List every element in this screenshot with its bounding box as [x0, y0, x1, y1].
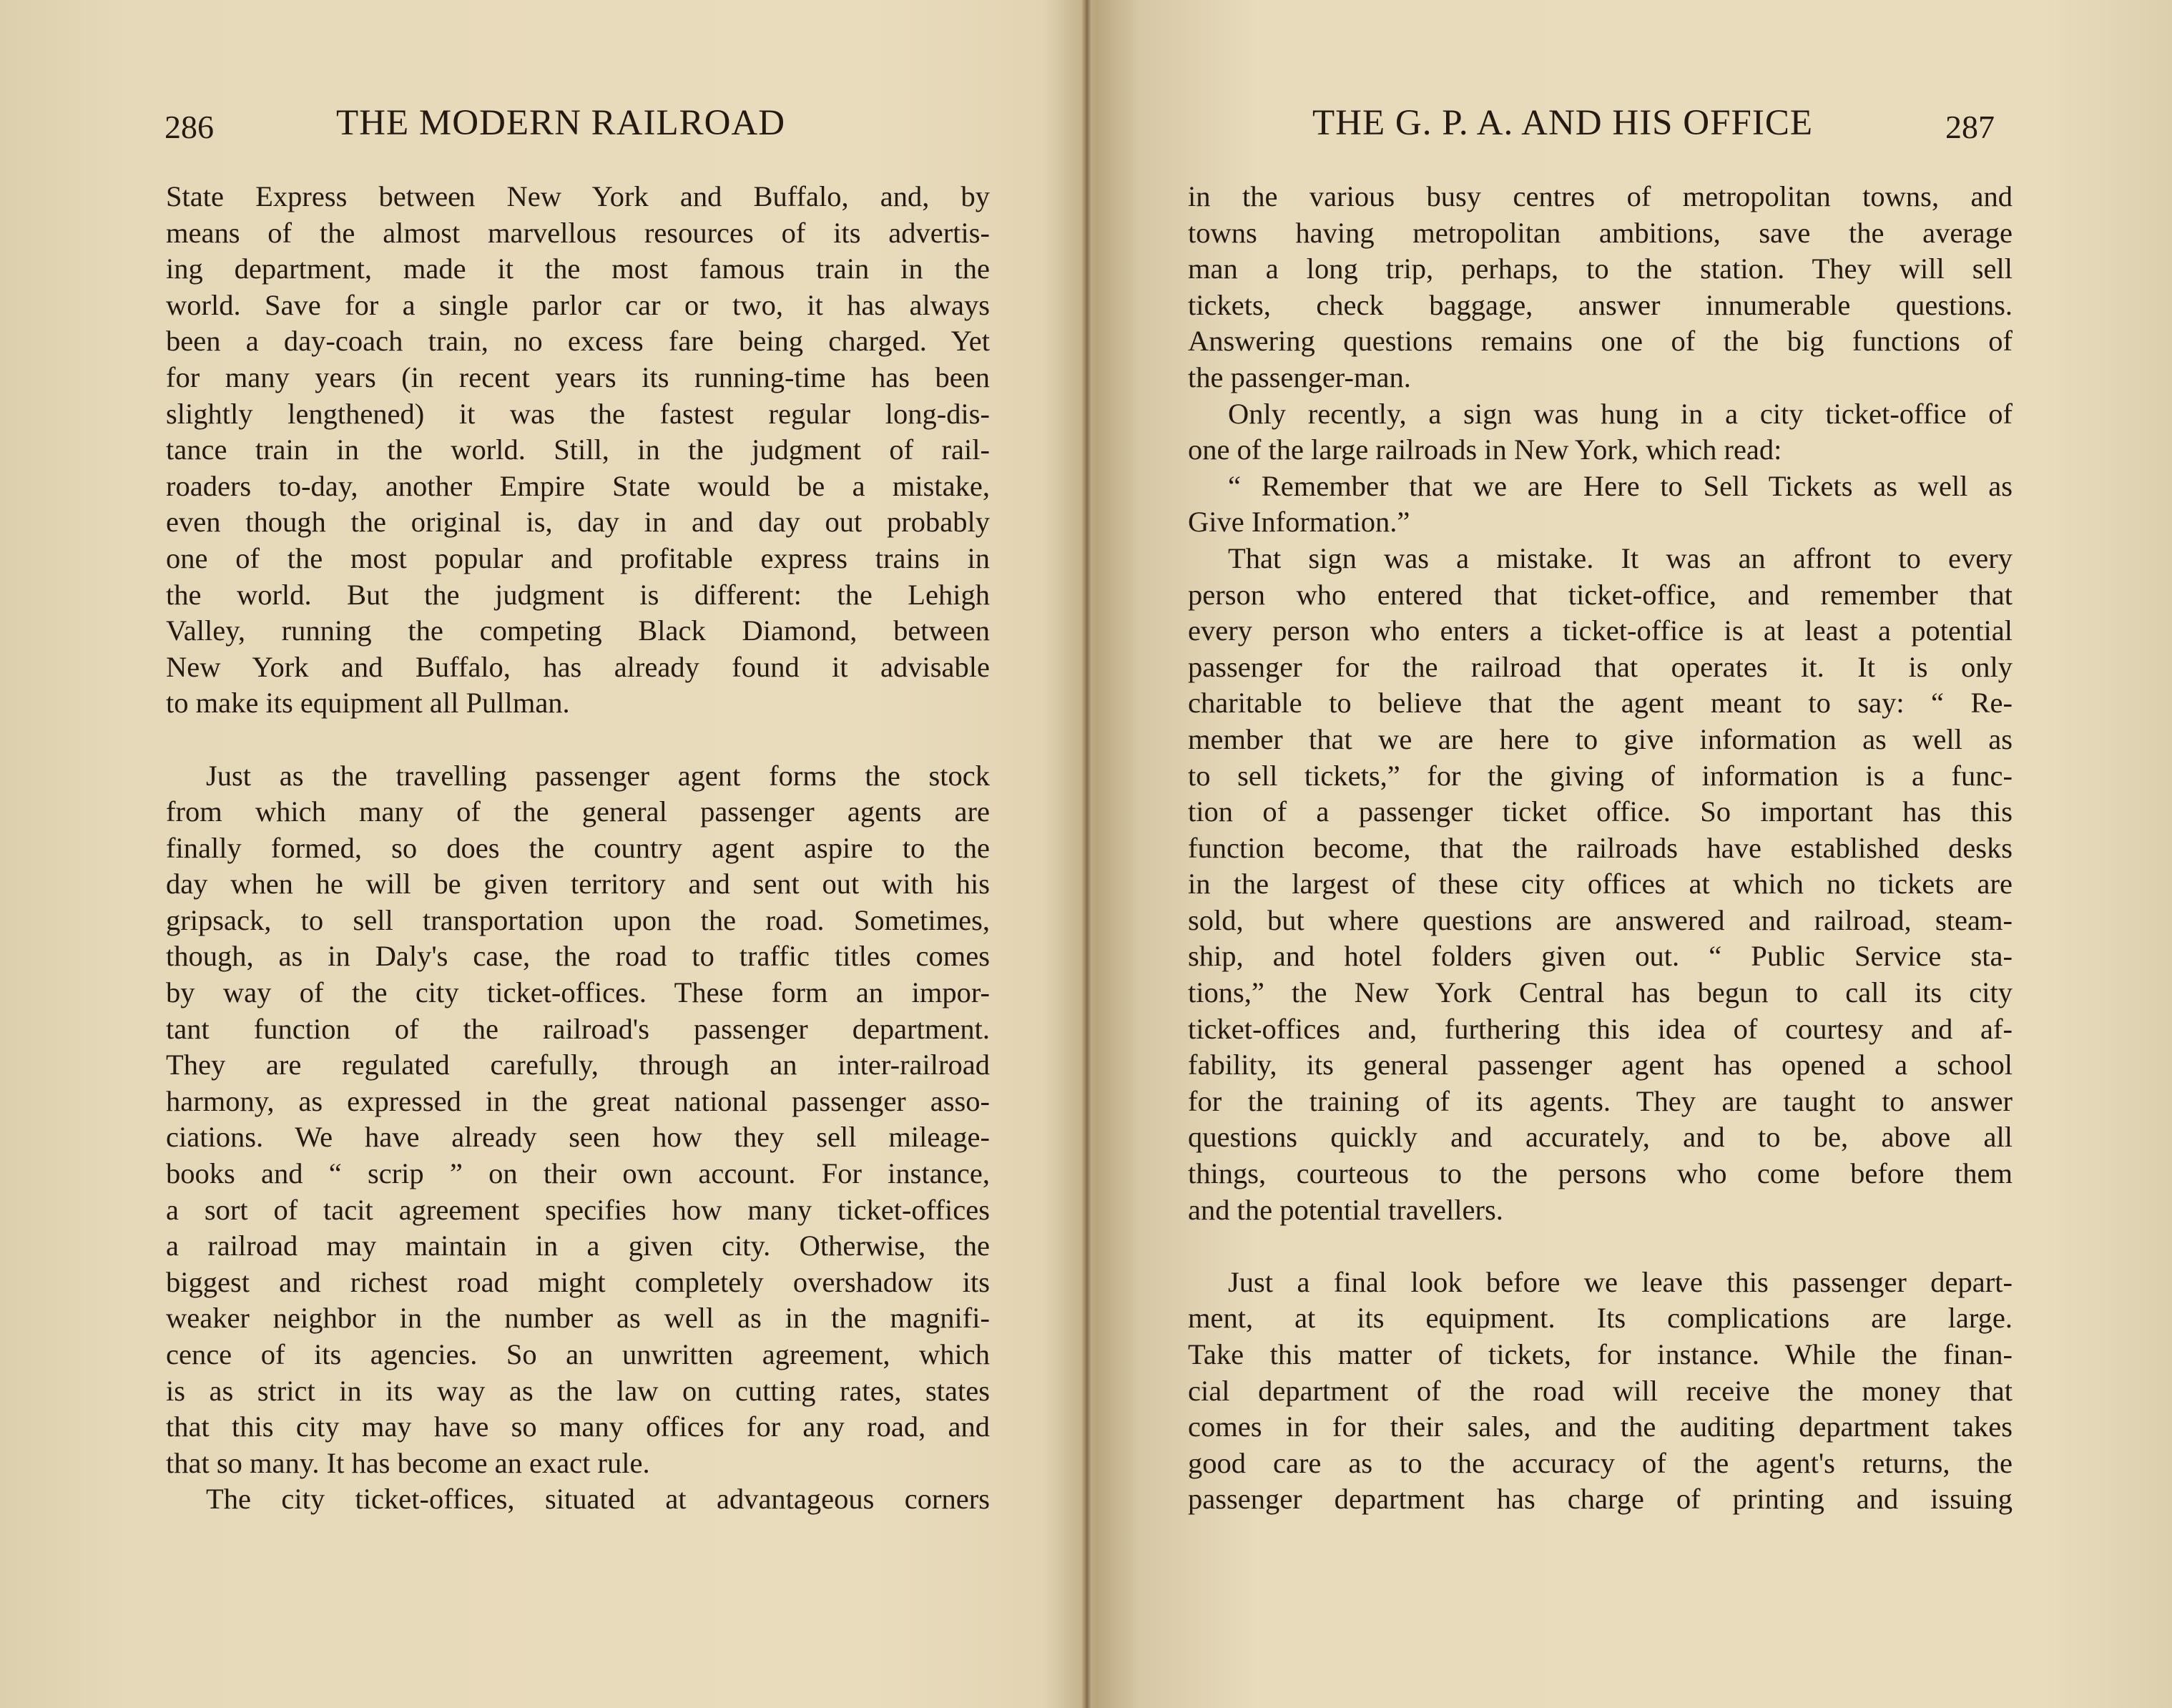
running-head: THE MODERN RAILROAD	[336, 103, 786, 143]
text-line: biggest and richest road might completely overshadow its	[166, 1265, 990, 1298]
text-line: for the training of its agents. They are taught to answer	[1188, 1084, 2013, 1117]
text-line: to make its equipment all Pullman.	[166, 687, 570, 720]
text-line: books and “ scrip ” on their own account. For instance,	[166, 1157, 990, 1190]
text-line: man a long trip, perhaps, to the station. They will sell	[1188, 252, 2013, 285]
text-line: day when he will be given territory and sent out with his	[166, 868, 990, 900]
text-line: and the potential travellers.	[1188, 1193, 1503, 1226]
text-line: for many years (in recent years its running-time has been	[166, 360, 990, 393]
text-line: ciations. We have already seen how they sell mileage-	[166, 1121, 990, 1154]
text-line: to sell tickets,” for the giving of information is a func-	[1188, 759, 2013, 792]
text-line: roaders to-day, another Empire State would be a mistake,	[166, 469, 990, 502]
text-line: passenger department has charge of printing and issuing	[1188, 1483, 2013, 1516]
text-line: They are regulated carefully, through an inter-railroad	[166, 1049, 990, 1081]
text-line: “ Remember that we are Here to Sell Tickets as well as	[1228, 469, 2013, 502]
text-line: weaker neighbor in the number as well as in the magnifi-	[166, 1302, 990, 1335]
text-line: The city ticket-offices, situated at advantageous corners	[206, 1483, 990, 1516]
text-line: charitable to believe that the agent meant to say: “ Re-	[1188, 687, 2013, 720]
text-line: tickets, check baggage, answer innumerable questions.	[1188, 288, 2013, 321]
text-line: world. Save for a single parlor car or two, it has always	[166, 288, 990, 321]
paragraph	[1188, 179, 2013, 396]
paragraph	[1188, 468, 2013, 541]
text-line: questions quickly and accurately, and to be, above all	[1188, 1121, 2013, 1154]
text-line: Just a final look before we leave this passenger depart-	[1228, 1265, 2013, 1298]
left-page	[0, 0, 1081, 1708]
text-line: towns having metropolitan ambitions, save the average	[1188, 216, 2013, 249]
text-line: is as strict in its way as the law on cutting rates, states	[166, 1374, 990, 1407]
text-line: cence of its agencies. So an unwritten agreement, which	[166, 1338, 990, 1370]
text-line: Answering questions remains one of the big functions of	[1188, 325, 2013, 358]
section-break	[1188, 1228, 2013, 1265]
text-line: finally formed, so does the country agent aspire to the	[166, 831, 990, 864]
paragraph	[166, 758, 990, 1482]
text-line: comes in for their sales, and the auditing department takes	[1188, 1410, 2013, 1443]
text-line: a railroad may maintain in a given city. Otherwise, the	[166, 1230, 990, 1262]
text-line: person who entered that ticket-office, and remember that	[1188, 578, 2013, 611]
text-line: every person who enters a ticket-office is at least a potential	[1188, 614, 2013, 647]
text-line: by way of the city ticket-offices. These form an impor-	[166, 976, 990, 1009]
text-line: fability, its general passenger agent has opened a school	[1188, 1049, 2013, 1081]
text-line: sold, but where questions are answered and railroad, steam-	[1188, 903, 2013, 936]
text-line: even though the original is, day in and day out probably	[166, 506, 990, 539]
text-line: member that we are here to give information as well as	[1188, 722, 2013, 755]
text-line: tance train in the world. Still, in the judgment of rail-	[166, 433, 990, 466]
text-line: New York and Buffalo, has already found it advisable	[166, 650, 990, 683]
text-line: function become, that the railroads have established desks	[1188, 831, 2013, 864]
text-line: in the various busy centres of metropolitan towns, and	[1188, 180, 2013, 212]
text-line: harmony, as expressed in the great national passenger asso-	[166, 1084, 990, 1117]
text-line: that this city may have so many offices for any road, and	[166, 1410, 990, 1443]
text-line: ing department, made it the most famous train in the	[166, 252, 990, 285]
text-line: Take this matter of tickets, for instance. While the finan-	[1188, 1338, 2013, 1370]
paragraph	[1188, 1265, 2013, 1518]
text-line: ship, and hotel folders given out. “ Public Service sta-	[1188, 940, 2013, 973]
text-line: tion of a passenger ticket office. So important has this	[1188, 795, 2013, 828]
text-line: tions,” the New York Central has begun to call its city	[1188, 976, 2013, 1009]
text-line: the passenger-man.	[1188, 360, 1411, 393]
text-line: Only recently, a sign was hung in a city ticket-office of	[1228, 397, 2013, 430]
paragraph	[1188, 396, 2013, 468]
text-line: Give Information.”	[1188, 506, 1410, 539]
text-block	[1188, 179, 2013, 1518]
text-line: one of the most popular and profitable express trains in	[166, 541, 990, 574]
text-line: that so many. It has become an exact rule.	[166, 1446, 650, 1479]
text-line: gripsack, to sell transportation upon the road. Sometimes,	[166, 903, 990, 936]
book-gutter	[1081, 0, 1091, 1708]
text-line: cial department of the road will receive the money that	[1188, 1374, 2013, 1407]
text-line: Valley, running the competing Black Diamond, between	[166, 614, 990, 647]
text-line: means of the almost marvellous resources of its advertis-	[166, 216, 990, 249]
running-head: THE G. P. A. AND HIS OFFICE	[1312, 103, 1814, 143]
text-line: good care as to the accuracy of the agent's returns, the	[1188, 1446, 2013, 1479]
text-line: That sign was a mistake. It was an affront to every	[1228, 541, 2013, 574]
paragraph	[166, 179, 990, 722]
text-line: tant function of the railroad's passenger department.	[166, 1012, 990, 1045]
text-line: passenger for the railroad that operates it. It is only	[1188, 650, 2013, 683]
text-line: in the largest of these city offices at which no tickets are	[1188, 868, 2013, 900]
text-line: a sort of tacit agreement specifies how many ticket-offices	[166, 1193, 990, 1226]
paragraph	[166, 1481, 990, 1518]
text-line: things, courteous to the persons who come before them	[1188, 1157, 2013, 1190]
text-block	[166, 179, 990, 1518]
section-break	[166, 722, 990, 758]
text-line: one of the large railroads in New York, which read:	[1188, 433, 1782, 466]
text-line: State Express between New York and Buffalo, and, by	[166, 180, 990, 212]
page-number: 287	[1945, 109, 1995, 145]
right-page	[1091, 0, 2172, 1708]
text-line: from which many of the general passenger agents are	[166, 795, 990, 828]
paragraph	[1188, 541, 2013, 1228]
text-line: though, as in Daly's case, the road to traffic titles comes	[166, 940, 990, 973]
page-number: 286	[164, 109, 214, 145]
text-line: been a day-coach train, no excess fare being charged. Yet	[166, 325, 990, 358]
text-line: Just as the travelling passenger agent forms the stock	[206, 759, 990, 792]
text-line: ticket-offices and, furthering this idea of courtesy and af-	[1188, 1012, 2013, 1045]
text-line: the world. But the judgment is different: the Lehigh	[166, 578, 990, 611]
text-line: ment, at its equipment. Its complications are large.	[1188, 1302, 2013, 1335]
text-line: slightly lengthened) it was the fastest regular long-dis-	[166, 397, 990, 430]
